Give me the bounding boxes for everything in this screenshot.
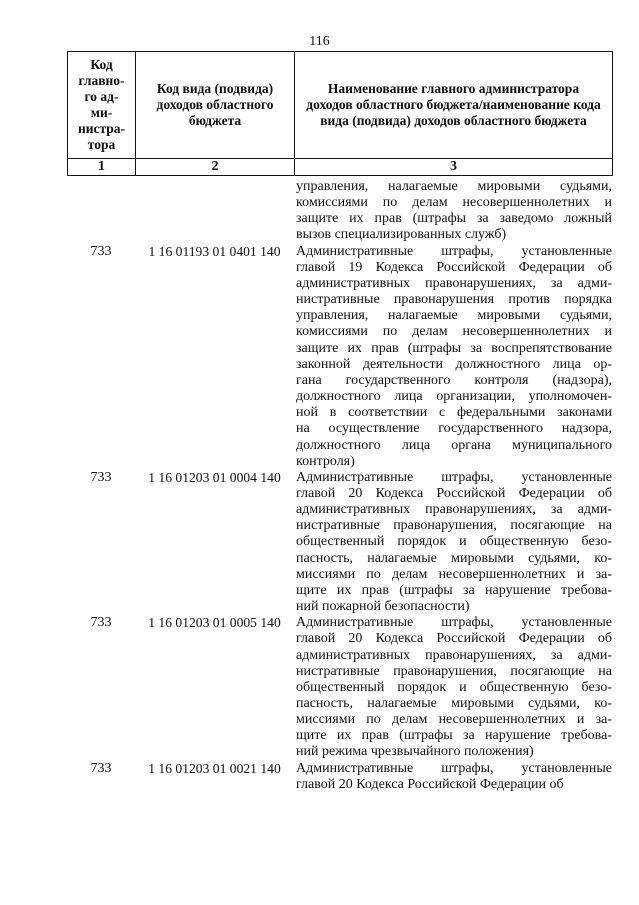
admin-code-cell: 733 [90, 615, 112, 631]
text-line: щите их прав (штрафы за нарушение требова- [296, 728, 612, 744]
header-income-code [136, 52, 295, 159]
admin-code-cell: 733 [90, 469, 112, 485]
text-line: общественный порядок и общественную безо- [296, 534, 612, 550]
description-cell [294, 179, 612, 244]
text-line: административных правонарушениях, за адми- [296, 502, 612, 518]
text-line: комиссиями по делам несовершеннолетних и [296, 195, 612, 211]
text-line: Административные штрафы, установленные [296, 243, 612, 259]
text-line: пасность, налагаемые мировыми судьями, ко- [296, 550, 612, 566]
table-rows [67, 179, 612, 793]
text-line: Административные штрафы, установленные [296, 469, 612, 485]
header-num-3: 3 [295, 159, 613, 176]
table-row-continuation [67, 179, 612, 244]
text-line: нистративные правонарушения, посягающие на [296, 518, 612, 534]
text-line: должностного лица органа муниципального [296, 437, 612, 453]
table-row [67, 761, 612, 793]
table-row [67, 470, 612, 615]
header-num-2: 2 [136, 159, 295, 176]
text-line: административных правонарушениях, за адми- [296, 275, 612, 291]
text-line: гана государственного контроля (надзора), [296, 372, 612, 388]
income-code-cell [135, 179, 294, 244]
admin-code-cell: 733 [90, 243, 112, 259]
text-line: вызов специализированных служб) [296, 227, 507, 243]
text-line: пасность, налагаемые мировыми судьями, ко- [296, 696, 612, 711]
text-line: комиссиями по делам несовершеннолетних и [296, 324, 612, 340]
income-code-cell: 1 16 01203 01 0005 140 [148, 615, 281, 631]
admin-code-cell: 733 [90, 760, 112, 776]
text-line: нистративные правонарушения против порядка [296, 292, 612, 308]
text-line: управления, налагаемые мировыми судьями, [296, 179, 612, 194]
text-line: щите их прав (штрафы за нарушение требова- [296, 582, 612, 598]
text-line: нистративные правонарушения, посягающие на [296, 663, 612, 679]
text-line: главой 19 Кодекса Российской Федерации об [296, 259, 612, 275]
text-line: Административные штрафы, установленные [296, 760, 612, 776]
header-name-label: Наименование главного администратора доходов областного бюджета/наименование кода вида (подвида) доходов областного бюджета [306, 81, 601, 128]
page-number: 116 [309, 34, 330, 49]
header-income-code-label: Код вида (подвида) доходов областного бюджета [156, 81, 274, 128]
income-code-cell: 1 16 01203 01 0021 140 [148, 760, 281, 776]
text-line: управления, налагаемые мировыми судьями, [296, 308, 612, 324]
header-name [295, 52, 613, 159]
text-line: общественный порядок и общественную безо- [296, 679, 612, 695]
header-num-1: 1 [68, 159, 136, 176]
table-body [67, 179, 612, 793]
text-line: законной деятельности должностного лица ор- [296, 356, 612, 372]
text-line: ний режима чрезвычайного положения) [296, 744, 534, 760]
text-line: контроля) [296, 453, 355, 469]
header-admin-code-label: Код главно-го ад-ми-нистра-тора [77, 57, 126, 152]
description-cell [294, 244, 612, 470]
text-line: административных правонарушениях, за адми- [296, 647, 612, 663]
text-line: миссиями по делам несовершеннолетних и за- [296, 712, 612, 728]
description-cell [294, 615, 612, 760]
text-line: Административные штрафы, установленные [296, 615, 612, 631]
income-code-cell: 1 16 01193 01 0401 140 [148, 243, 281, 259]
text-line: должностного лица организации, уполномочен- [296, 389, 612, 405]
description-cell [294, 470, 612, 615]
text-line: главой 20 Кодекса Российской Федерации об [296, 631, 612, 647]
text-line: главой 20 Кодекса Российской Федерации об [296, 776, 564, 792]
header-admin-code [68, 52, 136, 159]
description-cell [294, 761, 612, 793]
admin-code-cell [67, 179, 135, 244]
text-line: миссиями по делам несовершеннолетних и за- [296, 566, 612, 582]
table-row [67, 244, 612, 470]
income-code-cell: 1 16 01203 01 0004 140 [148, 469, 281, 485]
text-line: ний пожарной безопасности) [296, 599, 470, 615]
text-line: главой 20 Кодекса Российской Федерации об [296, 485, 612, 501]
table-row [67, 615, 612, 760]
text-line: защите их прав (штрафы за заведомо ложный [296, 211, 612, 227]
table-header [67, 51, 613, 176]
text-line: на осуществление государственного надзора, [296, 421, 612, 437]
text-line: ной в соответствии с федеральными законами [296, 405, 612, 421]
text-line: защите их прав (штрафы за воспрепятствование [296, 340, 612, 356]
